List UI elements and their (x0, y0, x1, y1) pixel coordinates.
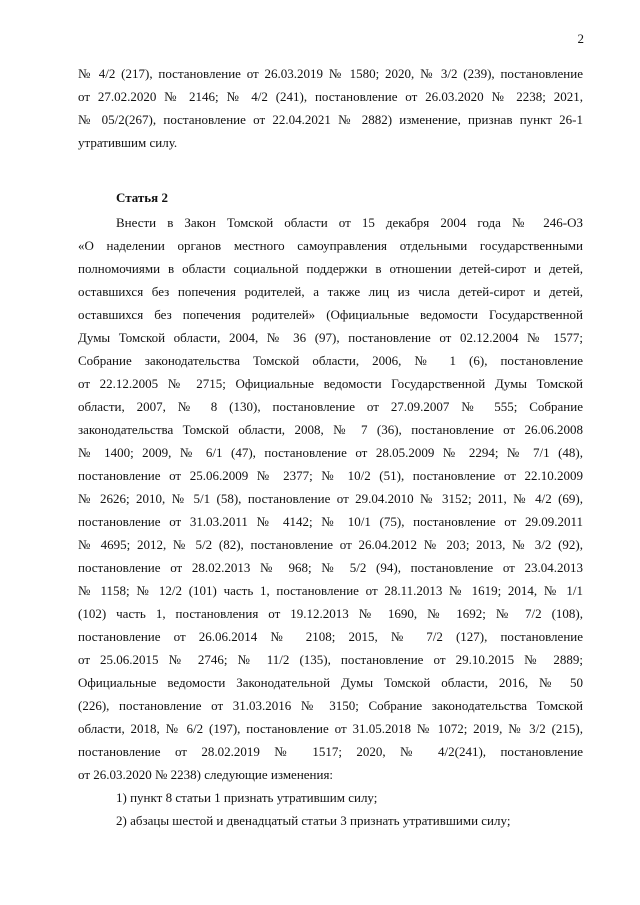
document-body (78, 62, 583, 832)
text-line: Официальные ведомости Законодательной Думы Томской области, 2016, № 50 (78, 675, 583, 690)
page-number: 2 (577, 31, 584, 46)
text-line: Внести в Закон Томской области от 15 декабря 2004 года № 246-ОЗ (116, 215, 583, 230)
text-line: области, 2018, № 6/2 (197), постановление от 31.05.2018 № 1072; 2019, № 3/2 (215), (78, 721, 583, 736)
text-line: области, 2007, № 8 (130), постановление от 27.09.2007 № 555; Собрание (78, 399, 583, 414)
amendments-list (78, 786, 583, 832)
text-line: оставшихся без попечения родителей» (Официальные ведомости Государственной (78, 307, 583, 322)
article-heading: Статья 2 (116, 190, 168, 205)
text-line: постановление от 25.06.2009 № 2377; № 10/2 (51), постановление от 22.10.2009 (78, 468, 583, 483)
text-line: Собрание законодательства Томской области, 2006, № 1 (6), постановление (78, 353, 583, 368)
text-line: утратившим силу. (78, 135, 178, 150)
text-line: полномочиями в области социальной поддержки в отношении детей-сирот и детей, (78, 261, 583, 276)
text-line: «О наделении органов местного самоуправления отдельными государственными (78, 238, 583, 253)
text-line: от 25.06.2015 № 2746; № 11/2 (135), постановление от 29.10.2015 № 2889; (78, 652, 583, 667)
text-line: постановление от 31.03.2011 № 4142; № 10/1 (75), постановление от 29.09.2011 (78, 514, 583, 529)
text-line: № 1158; № 12/2 (101) часть 1, постановление от 28.11.2013 № 1619; 2014, № 1/1 (78, 583, 583, 598)
text-line: Думы Томской области, 2004, № 36 (97), постановление от 02.12.2004 № 1577; (78, 330, 583, 345)
text-line: № 4695; 2012, № 5/2 (82), постановление от 26.04.2012 № 203; 2013, № 3/2 (92), (78, 537, 583, 552)
text-line: постановление от 28.02.2019 № 1517; 2020, № 4/2(241), постановление (78, 744, 583, 759)
text-line: от 26.03.2020 № 2238) следующие изменения: (78, 767, 334, 782)
intro-paragraph (78, 62, 583, 154)
text-line: № 05/2(267), постановление от 22.04.2021 № 2882) изменение, признав пункт 26-1 (78, 112, 583, 127)
text-line: постановление от 28.02.2013 № 968; № 5/2 (94), постановление от 23.04.2013 (78, 560, 583, 575)
text-line: от 27.02.2020 № 2146; № 4/2 (241), постановление от 26.03.2020 № 2238; 2021, (78, 89, 583, 104)
text-line: оставшихся без попечения родителей, а также лиц из числа детей-сирот и детей, (78, 284, 583, 299)
text-line: (102) часть 1, постановления от 19.12.2013 № 1690, № 1692; № 7/2 (108), (78, 606, 583, 621)
text-line: № 1400; 2009, № 6/1 (47), постановление от 28.05.2009 № 2294; № 7/1 (48), (78, 445, 583, 460)
text-line: № 2626; 2010, № 5/1 (58), постановление от 29.04.2010 № 3152; 2011, № 4/2 (69), (78, 491, 583, 506)
text-line: (226), постановление от 31.03.2016 № 3150; Собрание законодательства Томской (78, 698, 583, 713)
text-line: законодательства Томской области, 2008, № 7 (36), постановление от 26.06.2008 (78, 422, 583, 437)
section-spacer (78, 154, 583, 186)
article-paragraph (78, 211, 583, 786)
text-line: от 22.12.2005 № 2715; Официальные ведомости Государственной Думы Томской (78, 376, 583, 391)
list-item: 1) пункт 8 статьи 1 признать утратившим силу; (116, 790, 378, 805)
text-line: постановление от 26.06.2014 № 2108; 2015, № 7/2 (127), постановление (78, 629, 583, 644)
text-line: № 4/2 (217), постановление от 26.03.2019 № 1580; 2020, № 3/2 (239), постановление (78, 66, 583, 81)
list-item: 2) абзацы шестой и двенадцатый статьи 3 признать утратившими силу; (116, 813, 511, 828)
